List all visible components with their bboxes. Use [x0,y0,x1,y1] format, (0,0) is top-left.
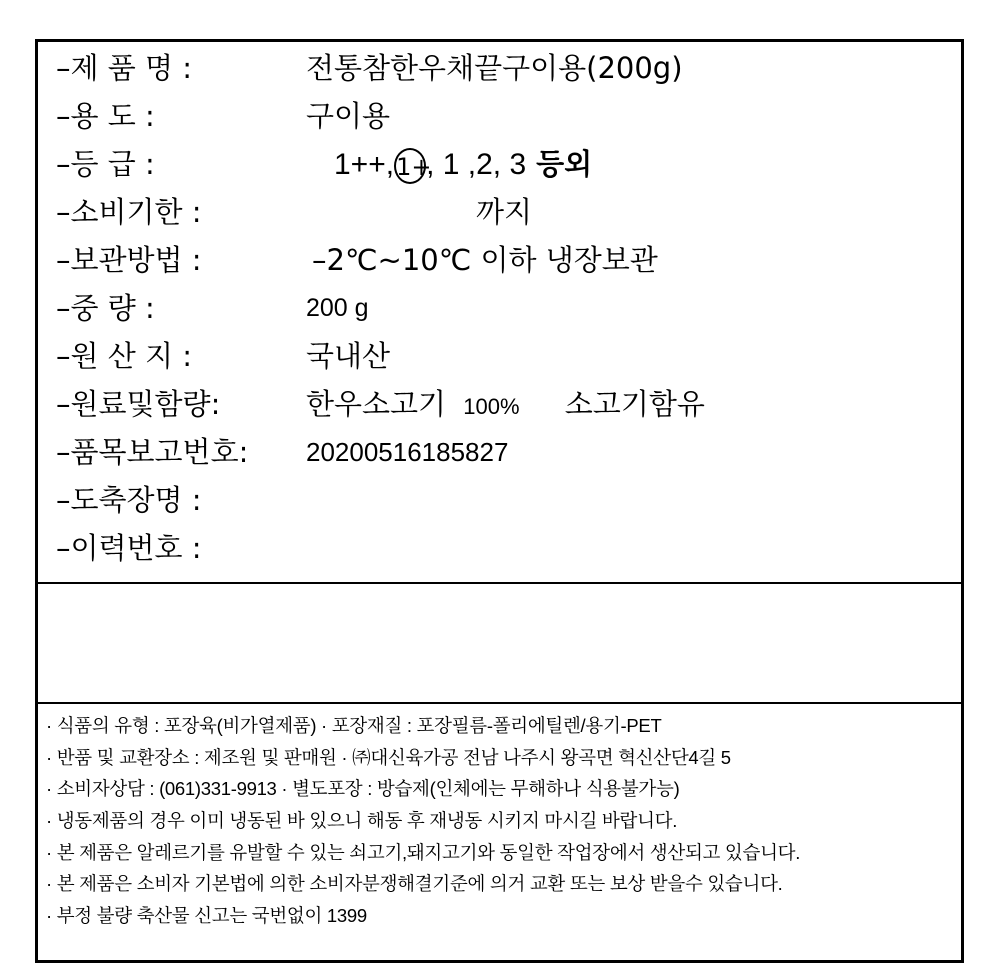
grade-extra: 등외 [536,147,593,181]
field-label: –등 급 : [56,147,155,181]
ingredients-percent: 100% [463,394,520,419]
notice-item: · 부정 불량 축산물 신고는 국번없이 1399 [46,905,367,927]
field-label: –중 량 : [56,291,155,325]
field-label: –소비기한 : [56,195,202,229]
grade-options-post: , 1 ,2, 3 [426,148,527,181]
storage-value: –2℃~10℃ 이하 냉장보관 [312,243,658,277]
field-label: –용 도 : [56,99,155,133]
field-label: –이력번호 : [56,531,202,565]
field-label: –도축장명 : [56,483,202,517]
grade-selected-mark: 1+ [394,148,426,184]
section-divider [38,582,961,584]
report-no-value: 20200516185827 [306,437,509,467]
weight-value: 200 g [306,294,369,322]
ingredients-suffix: 소고기함유 [564,387,705,421]
notice-item: · 본 제품은 소비자 기본법에 의한 소비자분쟁해결기준에 의거 교환 또는 보상 받을수 있습니다. [46,873,783,895]
expiry-value: 까지 [476,195,533,229]
field-label: –제 품 명 : [56,51,192,85]
field-label: –품목보고번호: [56,435,249,469]
ingredients-value [306,384,705,427]
notice-item: · 반품 및 교환장소 : 제조원 및 판매원 · ㈜대신육가공 전남 나주시 왕곡면 혁신산단4길 5 [46,746,731,768]
field-label: –보관방법 : [56,243,202,277]
grade-options-pre: 1++, [334,148,395,181]
notice-item: · 소비자상담 : (061)331-9913 · 별도포장 : 방습제(인체에는 무해하나 식용불가능) [46,778,680,800]
notice-item: · 식품의 유형 : 포장육(비가열제품) · 포장재질 : 포장필름-폴리에틸렌/용기-PET [46,715,662,736]
origin-value: 국내산 [306,339,391,373]
product-label [35,39,964,963]
ingredients-name: 한우소고기 [306,387,447,421]
notice-item: · 본 제품은 알레르기를 유발할 수 있는 쇠고기,돼지고기와 동일한 작업장에서 생산되고 있습니다. [46,841,801,863]
product-name-value: 전통참한우채끝구이용(200g) [306,51,683,85]
usage-value: 구이용 [306,99,391,133]
grade-value [334,144,592,185]
section-divider [38,702,961,704]
field-label: –원 산 지 : [56,339,192,373]
notice-list [46,710,966,932]
notice-item: · 냉동제품의 경우 이미 냉동된 바 있으니 해동 후 재냉동 시키지 마시길 바랍니다. [46,810,678,832]
field-label: –원료및함량: [56,387,221,421]
